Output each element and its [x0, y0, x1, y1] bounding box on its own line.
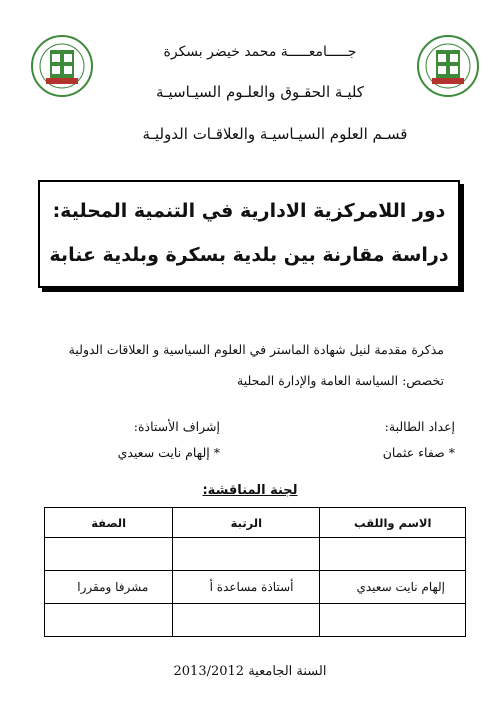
- supervisor-name: * إلهام نايت سعيدي: [117, 445, 220, 460]
- student-label: إعداد الطالبة:: [384, 419, 455, 434]
- cell-name: إلهام نايت سعيدي: [320, 571, 466, 604]
- cell-name: [320, 604, 466, 637]
- specialty: تخصص: السياسة العامة والإدارة المحلية: [237, 373, 444, 388]
- department-name: قسـم العلوم السيـاسيـة والعلاقـات الدوليـة: [142, 125, 408, 143]
- cell-name: [320, 538, 466, 571]
- thesis-title-line1: دور اللامركزية الادارية في التنمية المحلية:: [52, 200, 446, 222]
- table-row: [45, 571, 466, 604]
- thesis-title-box: [38, 180, 460, 288]
- header-role: الصفة: [45, 508, 173, 538]
- header-rank: الرتبة: [173, 508, 320, 538]
- faculty-name: كليـة الحقـوق والعلـوم السيـاسيـة: [156, 83, 364, 101]
- table-row: [45, 538, 466, 571]
- university-name: جـــــامعـــــة محمد خيضر بسكرة: [163, 44, 357, 60]
- cell-rank: [173, 604, 320, 637]
- header-name: الاسم واللقب: [320, 508, 466, 538]
- cell-rank: أستاذة مساعدة أ: [173, 571, 320, 604]
- committee-table: [44, 507, 466, 637]
- academic-year: السنة الجامعية 2013/2012: [173, 664, 327, 679]
- table-row: [45, 604, 466, 637]
- university-logo-right: [416, 34, 480, 98]
- table-header-row: [45, 508, 466, 538]
- cell-rank: [173, 538, 320, 571]
- university-logo-left: [30, 34, 94, 98]
- thesis-title-line2: دراسة مقارنة بين بلدية بسكرة وبلدية عنابة: [49, 244, 449, 266]
- thesis-description: مذكرة مقدمة لنيل شهادة الماستر في العلوم السياسية و العلاقات الدولية: [68, 342, 444, 357]
- committee-title: [150, 483, 350, 498]
- cell-role: [45, 538, 173, 571]
- committee-title-text: لجنة المناقشة:: [202, 483, 298, 498]
- cell-role: مشرفا ومقررا: [45, 571, 173, 604]
- cell-role: [45, 604, 173, 637]
- supervisor-label: إشراف الأستاذة:: [133, 419, 220, 434]
- student-name: * صفاء عثمان: [382, 445, 455, 460]
